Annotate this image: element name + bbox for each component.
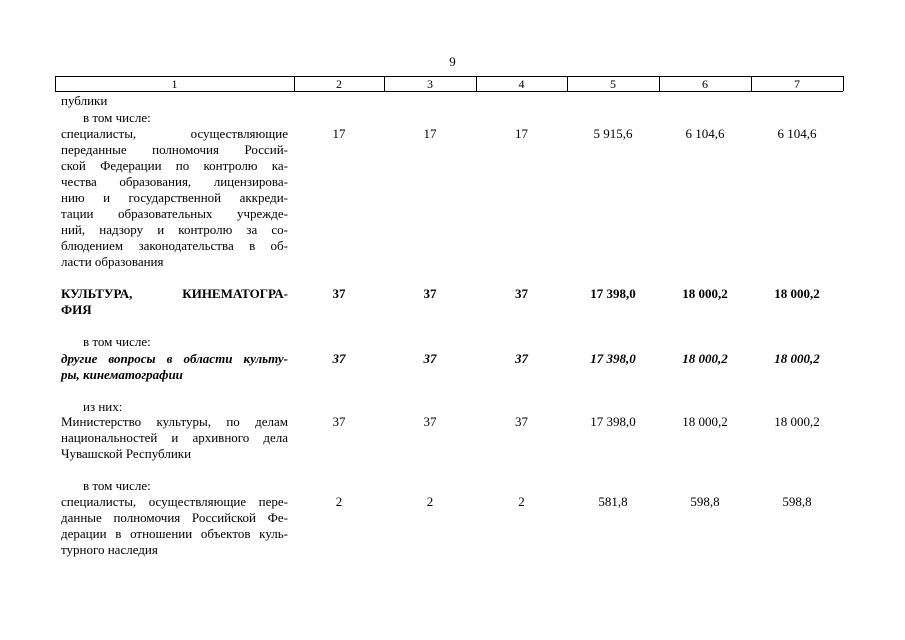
row-subheading: в том числе: bbox=[83, 478, 151, 493]
page-number: 9 bbox=[449, 54, 456, 69]
description-line: переданные полномочия Россий- bbox=[61, 142, 288, 157]
description-line: блюдением законодательства в об- bbox=[61, 238, 288, 253]
description-line: ФИЯ bbox=[61, 302, 92, 317]
description-line: тации образовательных учрежде- bbox=[61, 206, 288, 221]
description-line: КУЛЬТУРА, КИНЕМАТОГРА- bbox=[61, 286, 288, 301]
header-col-2: 2 bbox=[336, 77, 342, 91]
value-col-3: 2 bbox=[426, 494, 434, 509]
row-subheading: из них: bbox=[83, 399, 123, 414]
description-line: дерации в отношении объектов куль- bbox=[61, 526, 288, 541]
value-col-6: 6 104,6 bbox=[685, 126, 725, 141]
value-col-7: 18 000,2 bbox=[774, 414, 820, 429]
value-col-3: 37 bbox=[423, 351, 437, 366]
value-col-2: 2 bbox=[335, 494, 343, 509]
value-col-4: 37 bbox=[515, 414, 528, 429]
value-col-7: 18 000,2 bbox=[774, 351, 820, 366]
description-line: национальностей и архивного дела bbox=[61, 430, 288, 445]
value-col-5: 17 398,0 bbox=[590, 351, 636, 366]
description-line: чества образования, лицензирова- bbox=[61, 174, 288, 189]
value-col-7: 6 104,6 bbox=[777, 126, 817, 141]
description-line: Чувашской Республики bbox=[61, 446, 192, 461]
value-col-6: 18 000,2 bbox=[682, 286, 728, 301]
value-col-3: 37 bbox=[423, 286, 437, 301]
header-col-5: 5 bbox=[610, 77, 616, 91]
value-col-6: 598,8 bbox=[690, 494, 720, 509]
value-col-2: 37 bbox=[332, 351, 346, 366]
value-col-4: 17 bbox=[515, 126, 528, 141]
description-line: специалисты, осуществляющие bbox=[61, 126, 288, 141]
row-description bbox=[61, 93, 288, 109]
value-col-2: 37 bbox=[332, 414, 346, 429]
value-col-6: 18 000,2 bbox=[682, 414, 728, 429]
header-col-1: 1 bbox=[171, 77, 178, 91]
value-col-5: 17 398,0 bbox=[590, 414, 636, 429]
description-line: другие вопросы в области культу- bbox=[61, 351, 288, 366]
row-description bbox=[61, 414, 288, 462]
description-line: ской Федерации по контролю ка- bbox=[61, 158, 288, 173]
value-col-2: 37 bbox=[332, 286, 346, 301]
description-line: Министерство культуры, по делам bbox=[61, 414, 288, 429]
value-col-5: 5 915,6 bbox=[593, 126, 633, 141]
value-col-3: 37 bbox=[423, 414, 437, 429]
description-line: ласти образования bbox=[61, 254, 164, 269]
description-line: ры, кинематографии bbox=[61, 367, 183, 382]
value-col-4: 37 bbox=[515, 351, 528, 366]
value-col-2: 17 bbox=[332, 126, 346, 141]
row-description bbox=[61, 126, 288, 270]
header-divider bbox=[843, 76, 844, 91]
value-col-7: 18 000,2 bbox=[774, 286, 820, 301]
row-subheading: в том числе: bbox=[83, 110, 151, 125]
description-line: специалисты, осуществляющие пере- bbox=[61, 494, 288, 509]
value-col-3: 17 bbox=[423, 126, 437, 141]
header-col-4: 4 bbox=[518, 77, 525, 91]
description-line: нию и государственной аккреди- bbox=[61, 190, 288, 205]
value-col-6: 18 000,2 bbox=[682, 351, 728, 366]
row-subheading: в том числе: bbox=[83, 334, 151, 349]
description-line: данные полномочия Российской Фе- bbox=[61, 510, 288, 525]
row-description bbox=[61, 286, 288, 318]
description-line: публики bbox=[61, 93, 108, 108]
description-line: ний, надзору и контролю за со- bbox=[61, 222, 288, 237]
row-description bbox=[61, 494, 288, 558]
row-description bbox=[61, 351, 288, 383]
header-col-7: 7 bbox=[794, 77, 800, 91]
value-col-4: 37 bbox=[515, 286, 528, 301]
header-col-3: 3 bbox=[427, 77, 433, 91]
value-col-4: 2 bbox=[518, 494, 525, 509]
header-bottom-rule bbox=[55, 91, 843, 92]
value-col-7: 598,8 bbox=[782, 494, 812, 509]
value-col-5: 581,8 bbox=[598, 494, 628, 509]
description-line: турного наследия bbox=[61, 542, 158, 557]
value-col-5: 17 398,0 bbox=[590, 286, 636, 301]
header-col-6: 6 bbox=[702, 77, 708, 91]
